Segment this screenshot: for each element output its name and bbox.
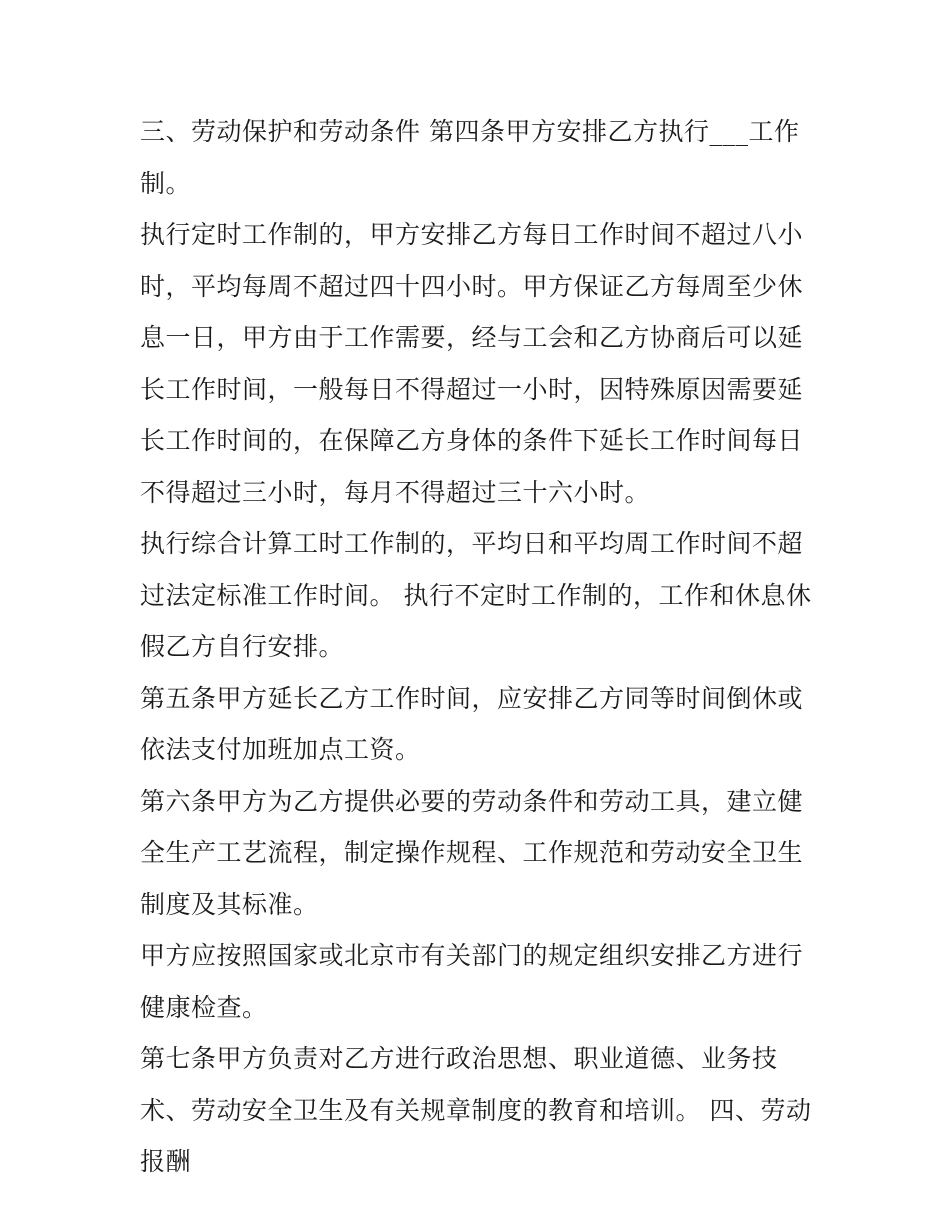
paragraph-comprehensive-hours: 执行综合计算工时工作制的，平均日和平均周工作时间不超过法定标准工作时间。 执行不定时工作制的，工作和休息休假乙方自行安排。 xyxy=(140,529,812,661)
paragraph-standard-hours: 执行定时工作制的，甲方安排乙方每日工作时间不超过八小时，平均每周不超过四十四小时。甲方保证乙方每周至少休息一日，甲方由于工作需要，经与工会和乙方协商后可以延长工作时间，一般每日不得超过一小时，因特殊原因需要延长工作时间的，在保障乙方身体的条件下延长工作时间每日不得超过三小时，每月不得超过三十六小时。 xyxy=(140,220,804,507)
paragraph-labor-protection-heading: 三、劳动保护和劳动条件 第四条甲方安排乙方执行___工作制。 xyxy=(140,117,800,198)
document-body xyxy=(140,106,820,1188)
paragraph-article-5: 第五条甲方延长乙方工作时间，应安排乙方同等时间倒休或依法支付加班加点工资。 xyxy=(140,683,804,764)
paragraph-health-check: 甲方应按照国家或北京市有关部门的规定组织安排乙方进行健康检查。 xyxy=(140,941,804,1022)
paragraph-article-7: 第七条甲方负责对乙方进行政治思想、职业道德、业务技术、劳动安全卫生及有关规章制度的教育和培训。 四、劳动报酬 xyxy=(140,1044,812,1176)
paragraph-article-6: 第六条甲方为乙方提供必要的劳动条件和劳动工具，建立健全生产工艺流程，制定操作规程、工作规范和劳动安全卫生制度及其标准。 xyxy=(140,786,804,919)
